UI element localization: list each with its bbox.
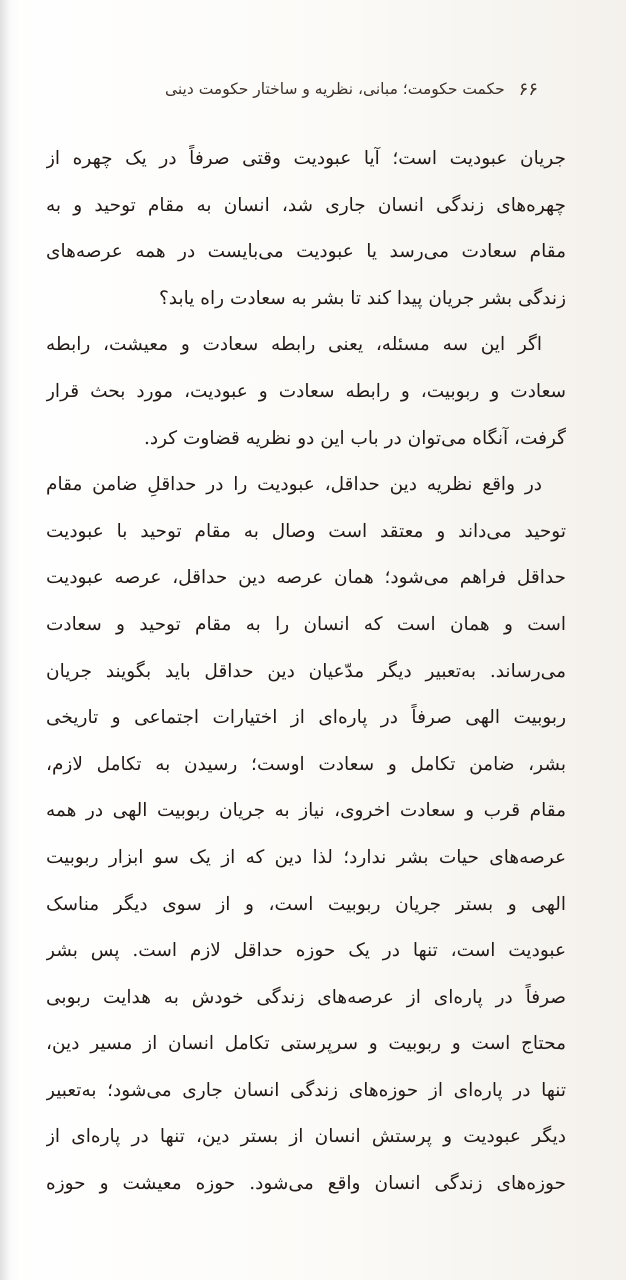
text-line: الهی و بستر جریان ربوبیت است، و از سوی دیگر مناسک	[46, 893, 566, 915]
text-line: می‌رساند. به‌تعبیر دیگر مدّعیان دین حداقل باید بگویند جریان	[46, 660, 566, 682]
text-line: گرفت، آنگاه می‌توان در باب این دو نظریه قضاوت کرد.	[143, 427, 566, 449]
text-line: است و همان است که انسان را به مقام توحید و سعادت	[46, 613, 566, 635]
text-line: در واقع نظریه دین حداقل، عبودیت را در حداقلِ ضامن مقام	[46, 474, 542, 496]
page-number: ۶۶	[518, 79, 538, 100]
text-line: عبودیت است، تنها در یک حوزه حداقل لازم است. پس بشر	[46, 940, 566, 962]
text-line: بشر، ضامن تکامل و سعادت اوست؛ رسیدن به تکامل لازم،	[46, 753, 566, 775]
text-line: مقام سعادت می‌رسد یا عبودیت می‌بایست در همه عرصه‌های	[46, 241, 566, 263]
text-line: تنها در پاره‌ای از حوزه‌های زندگی انسان جاری می‌شود؛ به‌تعبیر	[46, 1079, 566, 1101]
text-line: صرفاً در پاره‌ای از عرصه‌های زندگی خودش به هدایت ربوبی	[46, 986, 566, 1008]
text-line: زندگی بشر جریان پیدا کند تا بشر به سعادت راه یابد؟	[158, 287, 566, 309]
running-header	[128, 74, 538, 106]
text-line: حوزه‌های زندگی انسان واقع می‌شود. حوزه معیشت و حوزه	[46, 1173, 566, 1195]
text-line: مقام قرب و سعادت اخروی، نیاز به جریان ربوبیت الهی در همه	[46, 800, 566, 822]
text-line: محتاج است و ربوبیت و سرپرستی تکامل انسان از مسیر دین،	[46, 1033, 566, 1055]
text-line: عرصه‌های حیات بشر ندارد؛ لذا دین که از یک سو ابزار ربوبیت	[46, 846, 566, 868]
header-title: حکمت حکومت؛ مبانی، نظریه و ساختار حکومت دینی	[164, 80, 505, 99]
text-line: ربوبیت الهی صرفاً در پاره‌ای از اختیارات اجتماعی و تاریخی	[46, 707, 566, 729]
text-line: چهره‌های زندگی انسان جاری شد، انسان به مقام توحید و به	[46, 194, 566, 216]
text-line: دیگر عبودیت و پرستش انسان از بستر دین، تنها در پاره‌ای از	[46, 1126, 566, 1148]
text-line: توحید می‌داند و معتقد است وصال به مقام توحید با عبودیت	[46, 520, 566, 542]
text-line: سعادت و ربوبیت، و رابطه سعادت و عبودیت، مورد بحث قرار	[46, 380, 566, 402]
text-line: اگر این سه مسئله، یعنی رابطه سعادت و معیشت، رابطه	[46, 334, 542, 356]
body-text	[46, 136, 566, 1208]
text-line: حداقل فراهم می‌شود؛ همان عرصه دین حداقل، عرصه عبودیت	[46, 567, 566, 589]
text-line: جریان عبودیت است؛ آیا عبودیت وقتی صرفاً در یک چهره از	[46, 148, 566, 169]
page-binding-shadow	[0, 0, 20, 1280]
